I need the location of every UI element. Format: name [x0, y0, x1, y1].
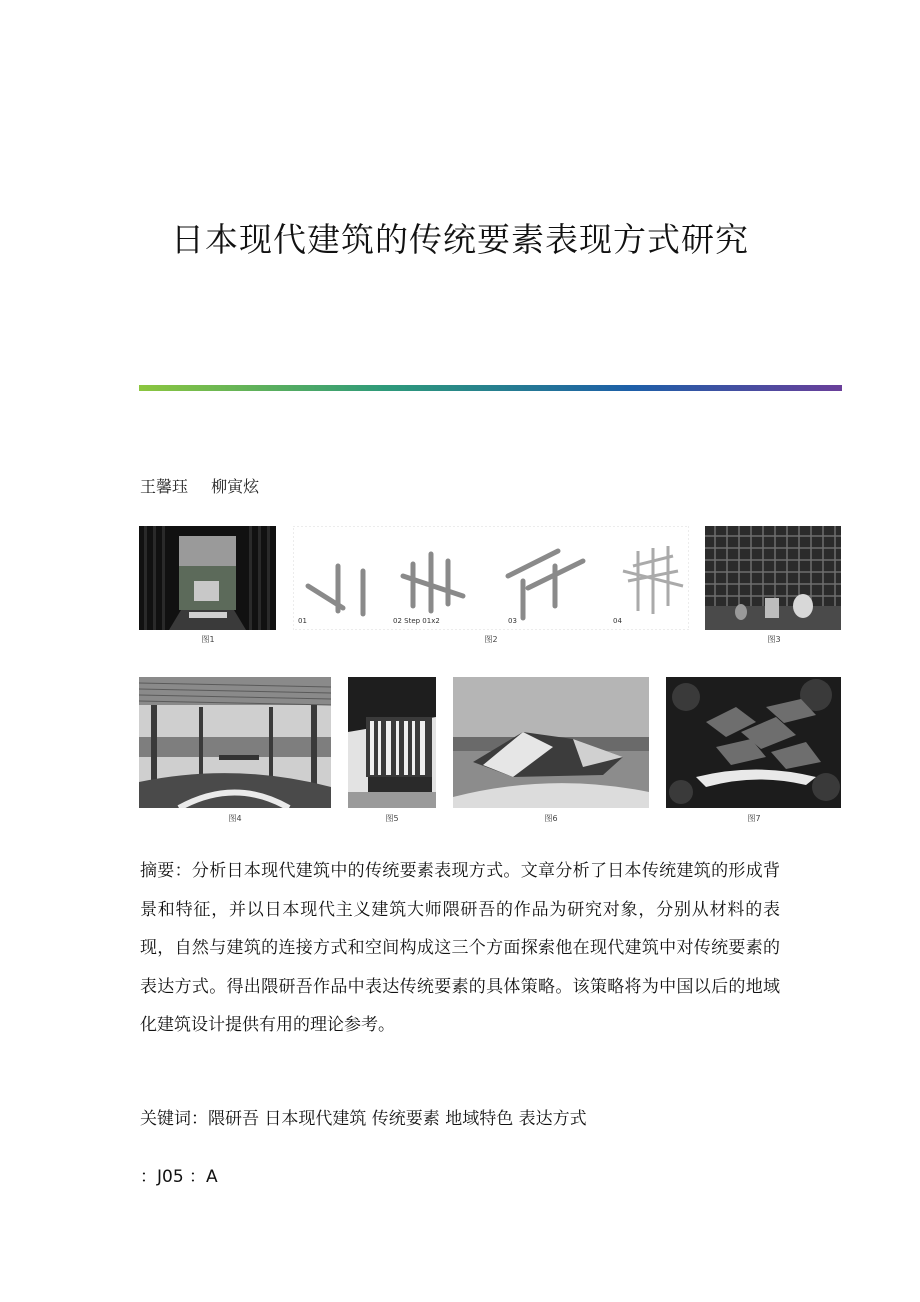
- author-name: 王馨珏: [140, 477, 189, 496]
- keywords-line: 关键词：隈研吾 日本现代建筑 传统要素 地域特色 表达方式: [140, 1109, 587, 1129]
- figure-2-caption: 图2: [484, 635, 498, 644]
- figure-4-image: [139, 677, 331, 808]
- author-list: [140, 474, 277, 497]
- figure-3-caption: 图3: [767, 635, 781, 644]
- classification-line: ：J05 ：A: [140, 1167, 218, 1187]
- figure-3-image: [705, 526, 841, 630]
- figure-6-image: [453, 677, 649, 808]
- abstract-text: 摘要：分析日本现代建筑中的传统要素表现方式。文章分析了日本传统建筑的形成背景和特征，并以日本现代主义建筑大师隈研吾的作品为研究对象，分别从材料的表现，自然与建筑的连接方式和空间构成这三个方面探索他在现代建筑中对传统要素的表达方式。得出隈研吾作品中表达传统要素的具体策略。该策略将为中国以后的地域化建筑设计提供有用的理论参考。: [140, 861, 780, 1035]
- figure-4-caption: 图4: [228, 814, 242, 823]
- figure-2-step-label: 04: [613, 617, 622, 625]
- paper-title: 日本现代建筑的传统要素表现方式研究: [171, 220, 749, 259]
- figure-1-caption: 图1: [201, 635, 215, 644]
- figure-5-caption: 图5: [385, 814, 399, 823]
- gradient-divider: [139, 385, 842, 391]
- author-name: 柳寅炫: [211, 477, 260, 496]
- figure-2-step-label: 03: [508, 617, 517, 625]
- figure-1-image: [139, 526, 276, 630]
- figure-5-image: [348, 677, 436, 808]
- figure-2-step-label: 02 Step 01x2: [393, 617, 440, 625]
- figure-6-caption: 图6: [544, 814, 558, 823]
- figure-7-image: [666, 677, 841, 808]
- figure-2-step-label: 01: [298, 617, 307, 625]
- figure-7-caption: 图7: [747, 814, 761, 823]
- figure-2-image: [293, 526, 689, 630]
